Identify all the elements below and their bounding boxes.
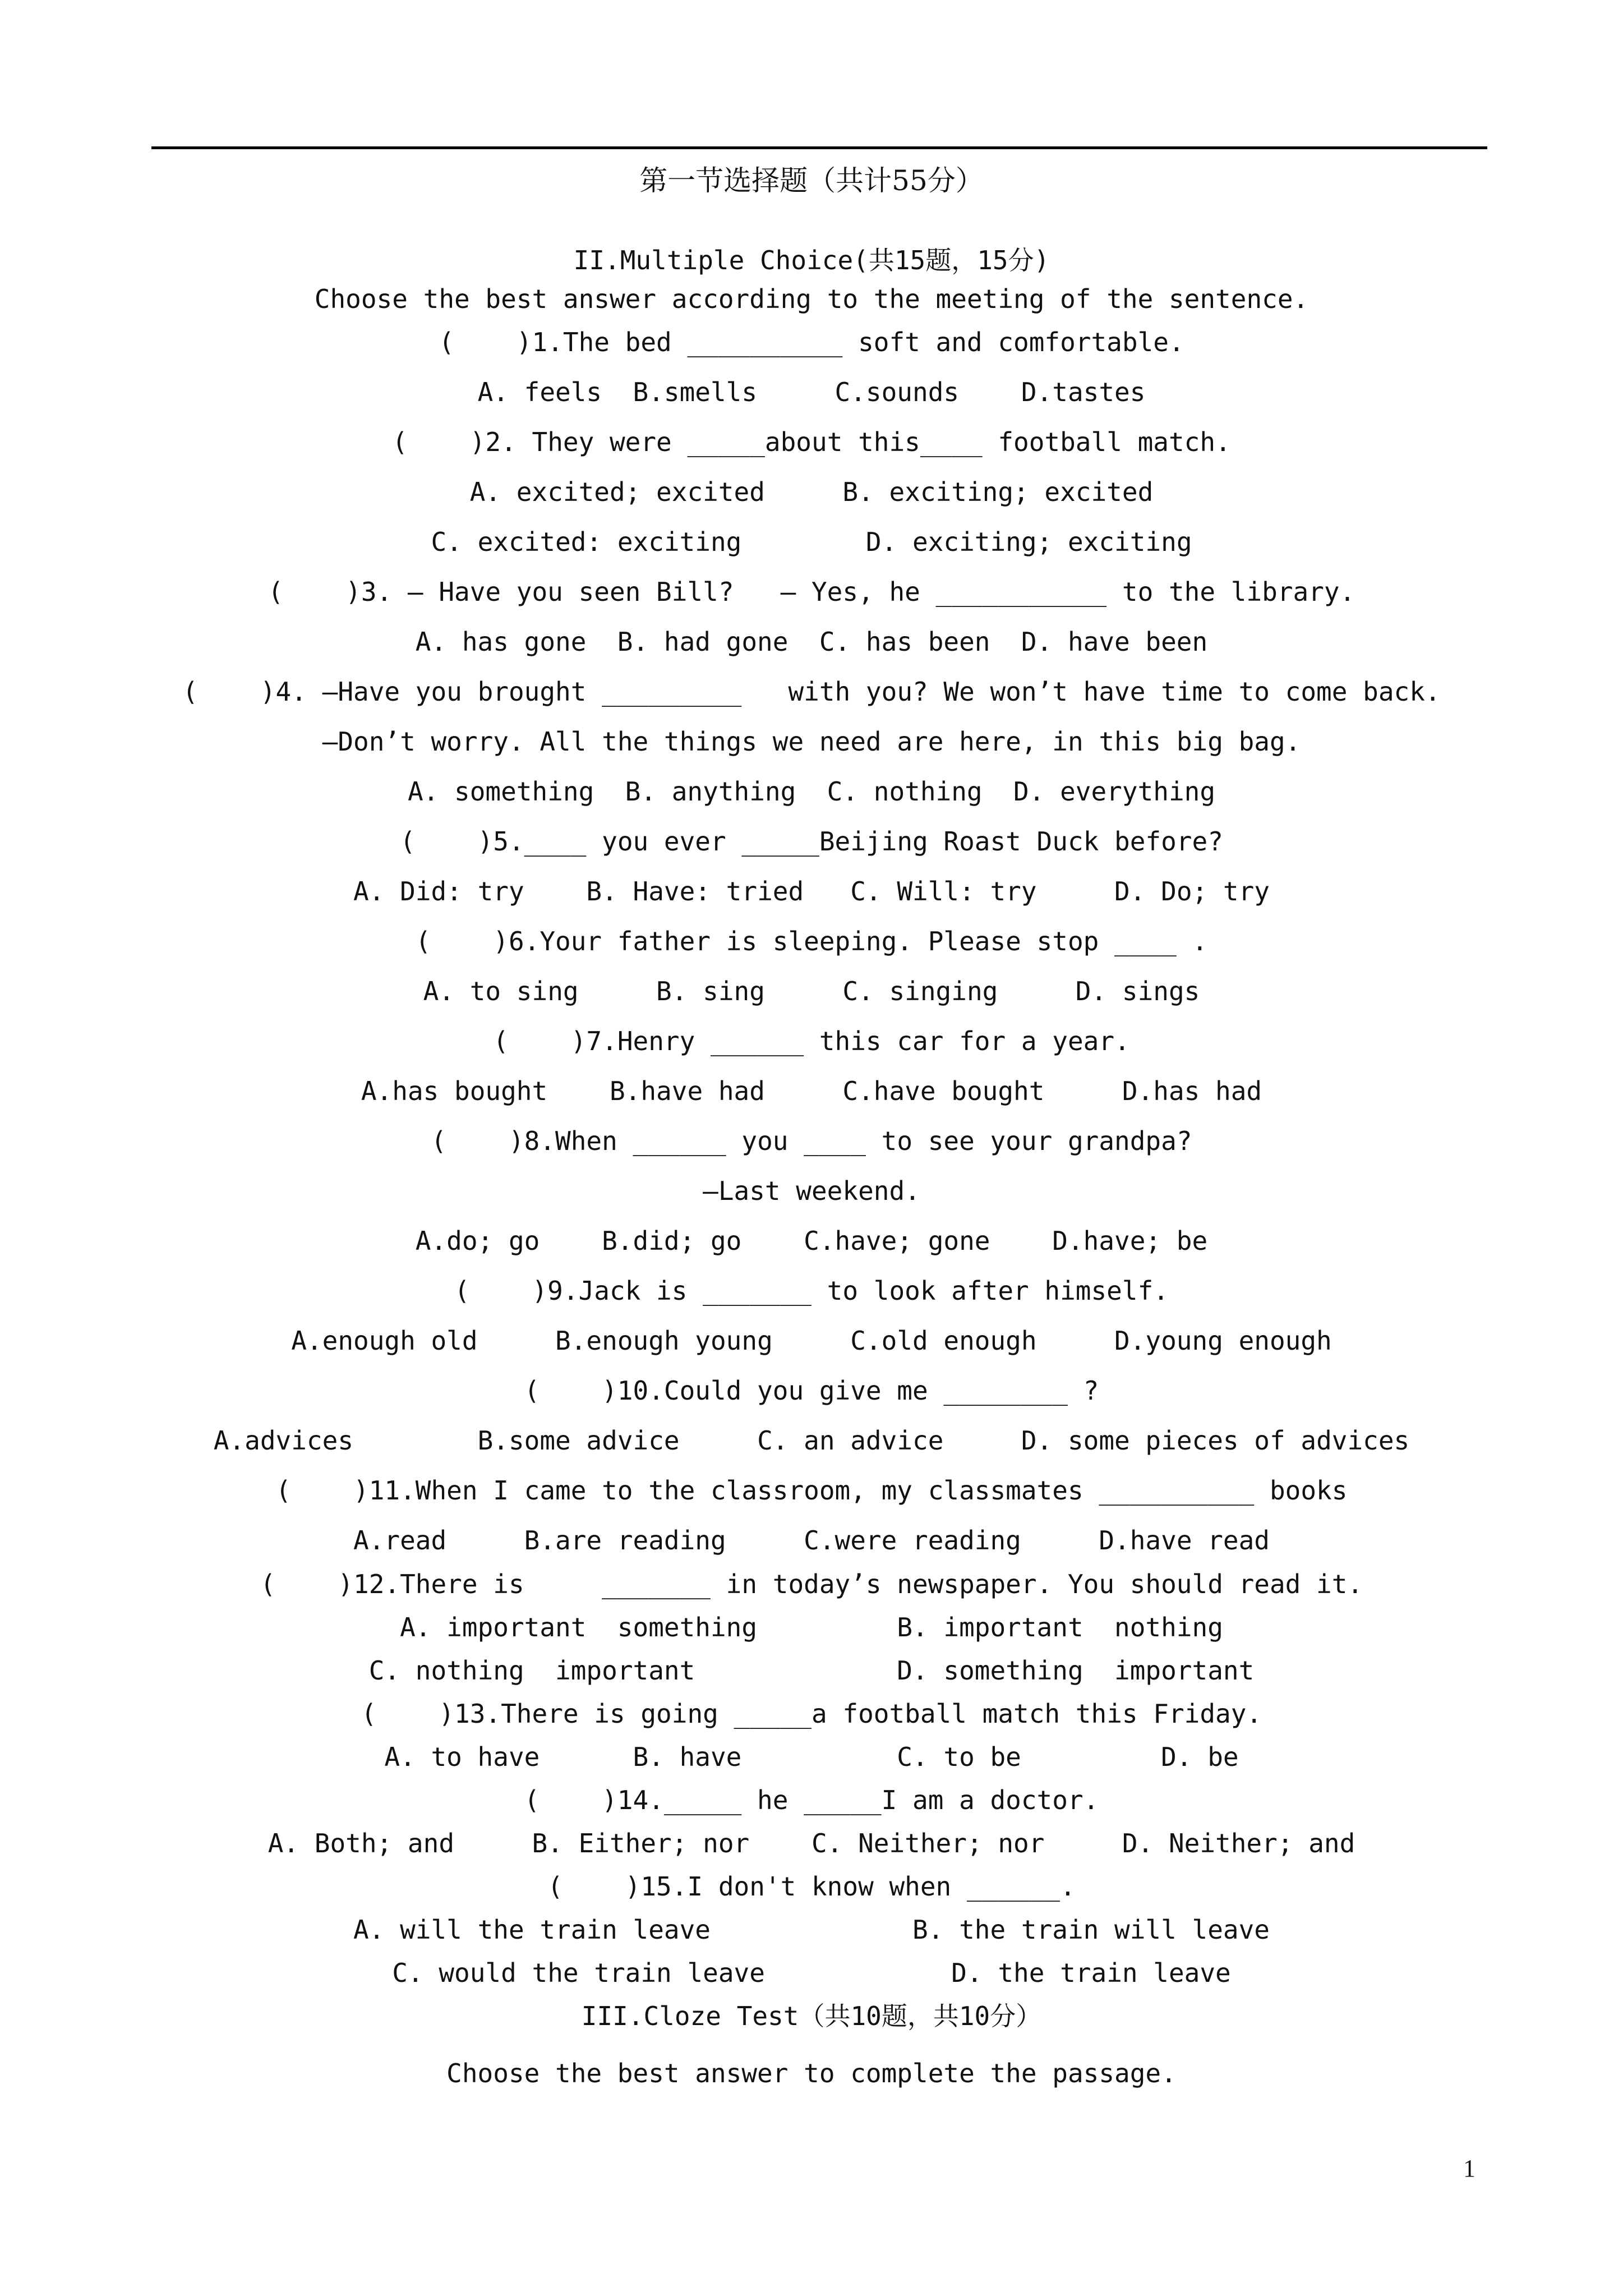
options-1: A. feels B.smells C.sounds D.tastes <box>477 377 1146 407</box>
top-rule <box>151 146 1487 149</box>
options-10: A.advices B.some advice C. an advice D. some pieces of advices <box>213 1425 1410 1456</box>
options-15a: A. will the train leave B. the train will leave <box>353 1915 1270 1945</box>
question-6: ( )6.Your father is sleeping. Please stop ____ . <box>415 926 1208 956</box>
question-2: ( )2. They were _____about this____ football match. <box>392 427 1231 457</box>
options-7: A.has bought B.have had C.have bought D.has had <box>361 1076 1262 1106</box>
question-4-reply: —Don’t worry. All the things we need are here, in this big bag. <box>322 726 1301 757</box>
options-5: A. Did: try B. Have: tried C. Will: try D. Do; try <box>353 876 1270 907</box>
options-6: A. to sing B. sing C. singing D. sings <box>423 976 1200 1006</box>
part-heading-multiple-choice: II.Multiple Choice(共15题，15分) <box>573 245 1050 275</box>
question-8: ( )8.When ______ you ____ to see your grandpa? <box>431 1126 1192 1156</box>
options-14: A. Both; and B. Either; nor C. Neither; nor D. Neither; and <box>268 1828 1355 1858</box>
options-11: A.read B.are reading C.were reading D.have read <box>353 1525 1270 1556</box>
options-9: A.enough old B.enough young C.old enough D.young enough <box>291 1326 1332 1356</box>
options-12b: C. nothing important D. something important <box>368 1655 1255 1686</box>
instruction-line: Choose the best answer according to the meeting of the sentence. <box>314 284 1309 314</box>
options-15b: C. would the train leave D. the train leave <box>392 1958 1231 1988</box>
options-12a: A. important something B. important nothing <box>400 1612 1223 1642</box>
instruction-line-cloze: Choose the best answer to complete the passage. <box>446 2058 1177 2088</box>
options-13: A. to have B. have C. to be D. be <box>384 1742 1239 1772</box>
question-14: ( )14._____ he _____I am a doctor. <box>524 1785 1099 1815</box>
question-13: ( )13.There is going _____a football match this Friday. <box>361 1699 1262 1729</box>
question-15: ( )15.I don't know when ______. <box>547 1871 1076 1902</box>
question-7: ( )7.Henry ______ this car for a year. <box>493 1026 1130 1056</box>
question-8-reply: —Last weekend. <box>703 1176 920 1206</box>
page-number: 1 <box>1463 2155 1476 2182</box>
question-9: ( )9.Jack is _______ to look after himself. <box>454 1276 1169 1306</box>
options-3: A. has gone B. had gone C. has been D. have been <box>415 627 1208 657</box>
part-heading-cloze: III.Cloze Test（共10题，共10分） <box>581 2001 1042 2031</box>
question-4: ( )4. —Have you brought _________ with you? We won’t have time to come back. <box>182 677 1441 707</box>
question-1: ( )1.The bed __________ soft and comfortable. <box>439 327 1184 357</box>
question-5: ( )5.____ you ever _____Beijing Roast Duck before? <box>400 826 1223 857</box>
question-12: ( )12.There is _______ in today’s newspaper. You should read it. <box>260 1569 1363 1599</box>
options-4: A. something B. anything C. nothing D. everything <box>407 776 1216 807</box>
options-2a: A. excited; excited B. exciting; excited <box>469 477 1154 507</box>
question-3: ( )3. — Have you seen Bill? — Yes, he ___________ to the library. <box>268 577 1355 607</box>
question-11: ( )11.When I came to the classroom, my classmates __________ books <box>275 1475 1348 1506</box>
section-title: 第一节选择题（共计55分） <box>639 164 984 197</box>
options-2b: C. excited: exciting D. exciting; exciting <box>431 527 1192 557</box>
options-8: A.do; go B.did; go C.have; gone D.have; be <box>415 1226 1208 1256</box>
question-10: ( )10.Could you give me ________ ? <box>524 1375 1099 1406</box>
